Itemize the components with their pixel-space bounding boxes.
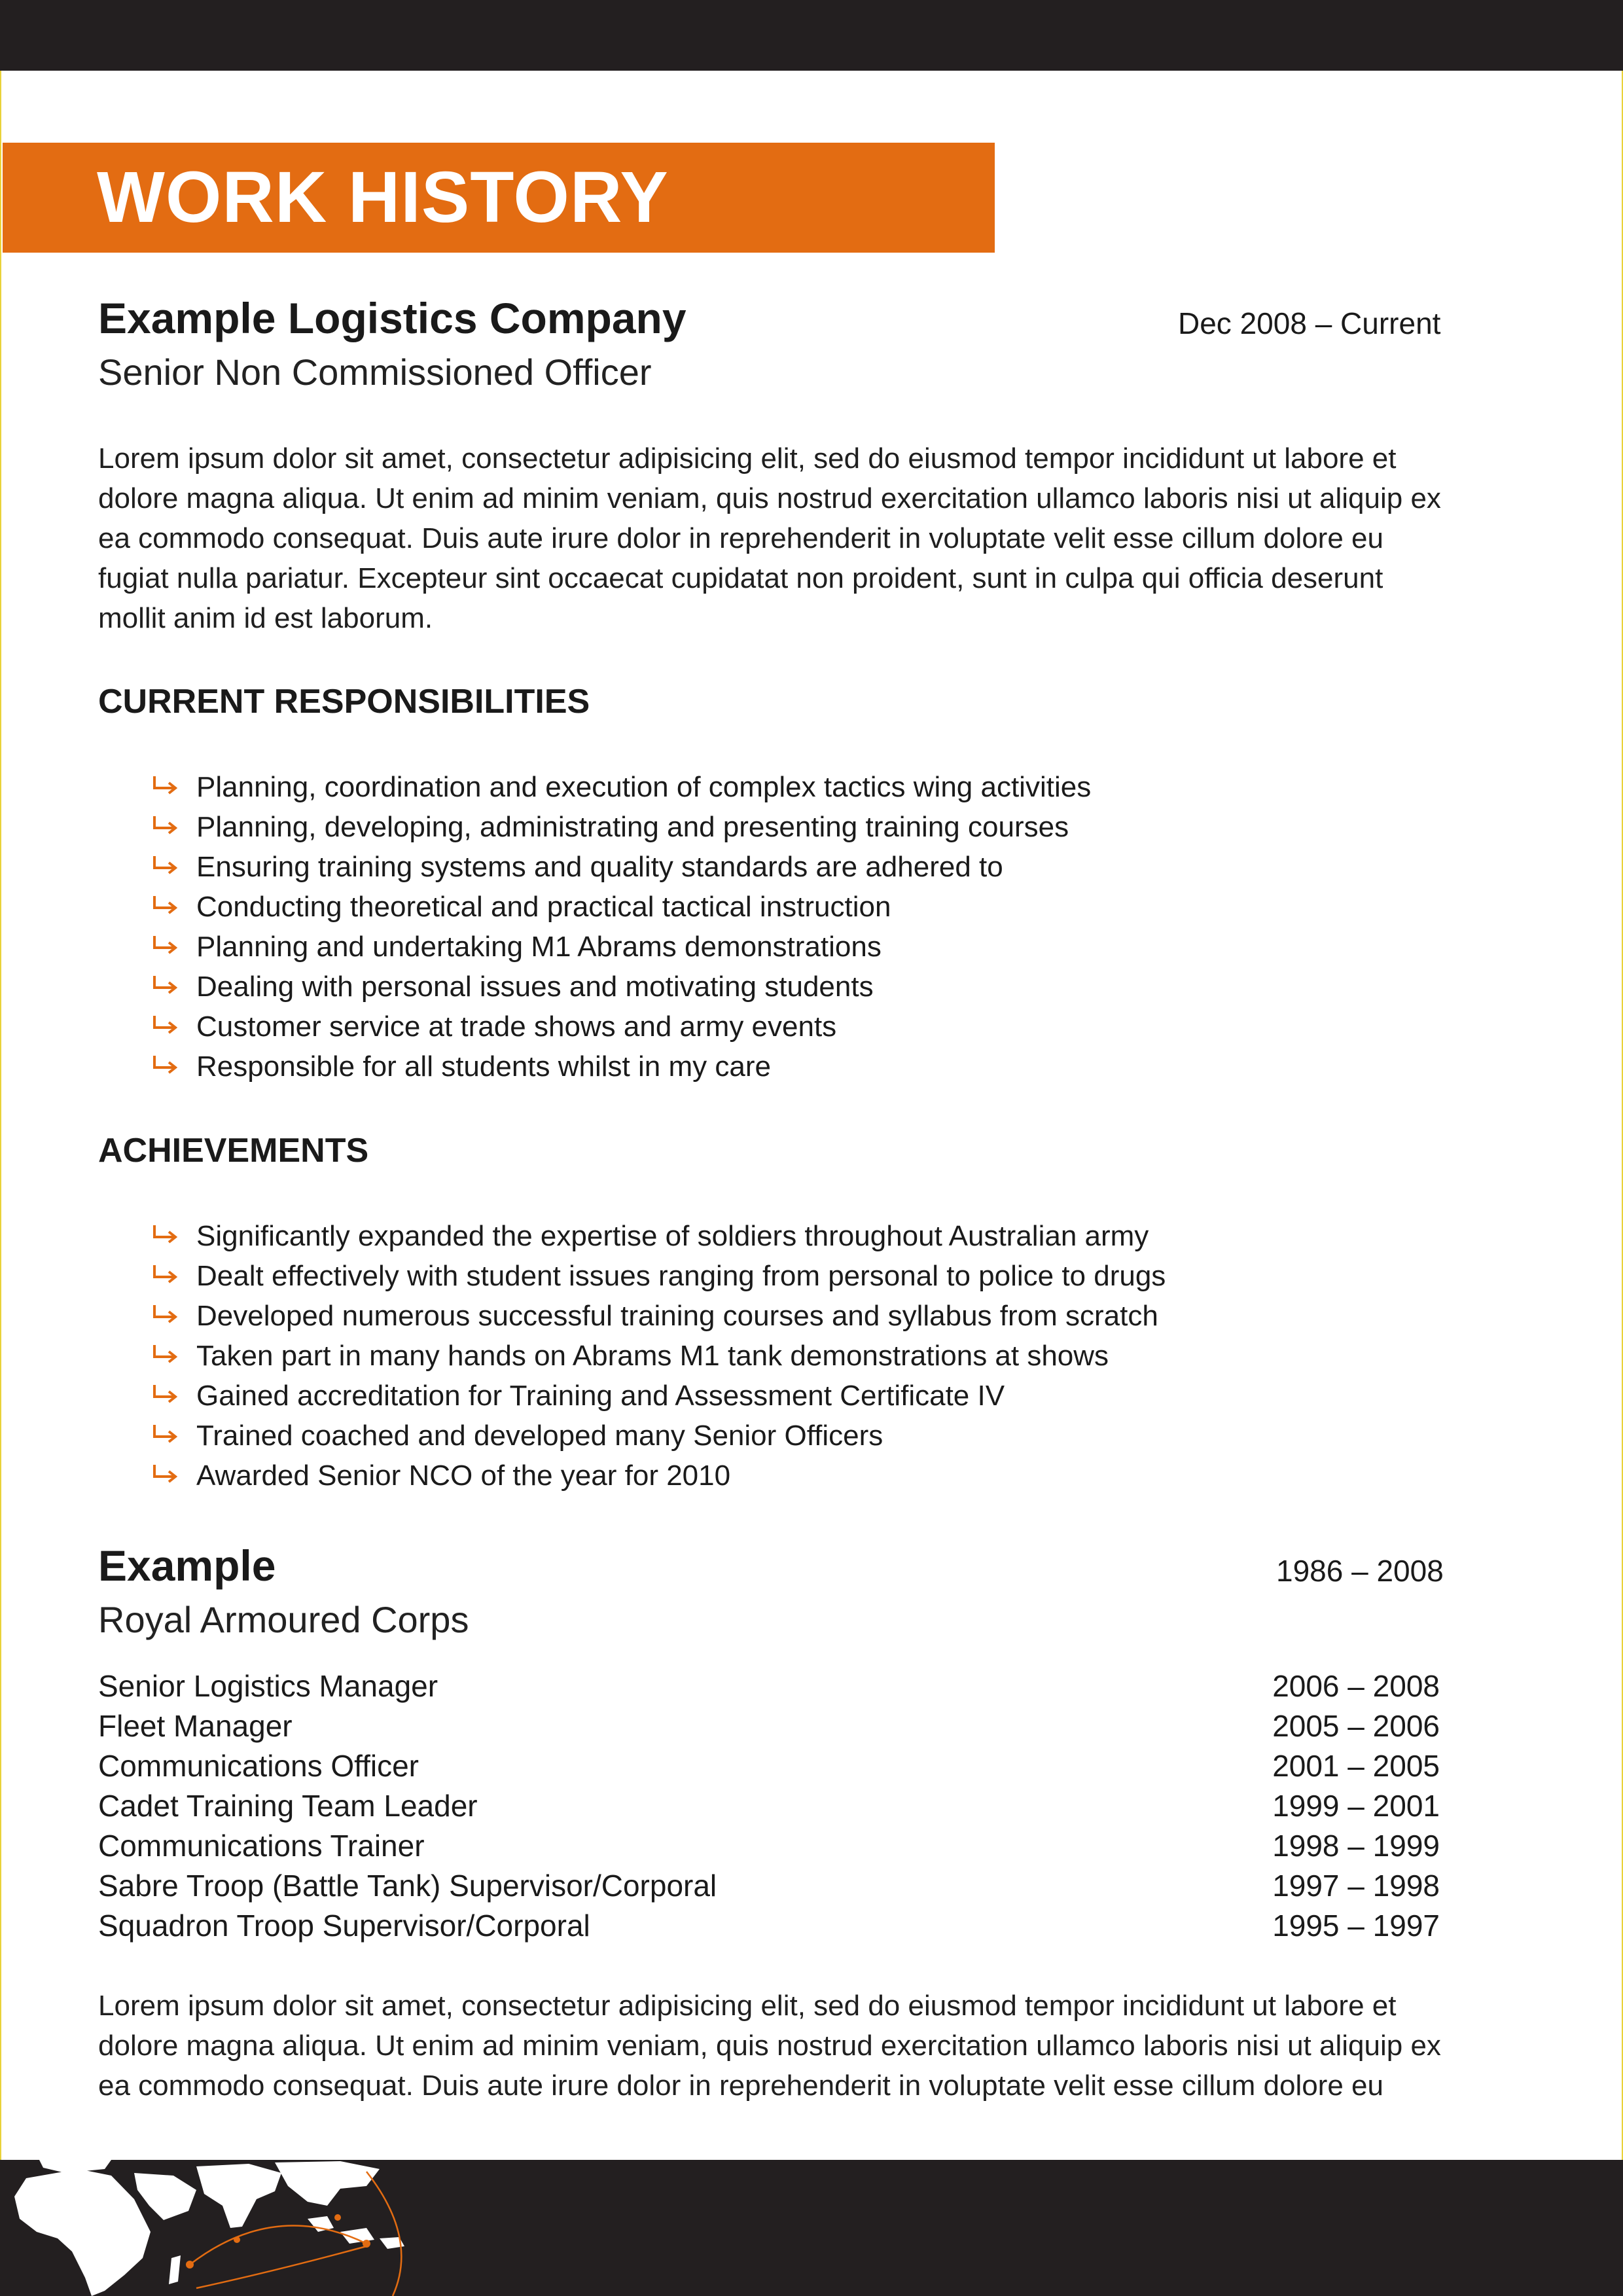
list-item-text: Gained accreditation for Training and Assessment Certificate IV: [196, 1380, 1005, 1412]
paragraph-line: Lorem ipsum dolor sit amet, consectetur adipisicing elit, sed do eiusmod tempor incididunt ut labore et: [98, 442, 1397, 475]
arrow-bullet-icon: [149, 814, 179, 837]
arrow-bullet-icon: [149, 1422, 179, 1446]
list-item: [149, 807, 1091, 847]
responsibilities-list: [149, 767, 1091, 1086]
list-item: [149, 1416, 1166, 1456]
list-item-text: Customer service at trade shows and army events: [196, 1011, 837, 1043]
list-item-text: Dealing with personal issues and motivating students: [196, 971, 874, 1003]
list-item-text: Significantly expanded the expertise of soldiers throughout Australian army: [196, 1220, 1149, 1252]
list-item-text: Conducting theoretical and practical tactical instruction: [196, 891, 891, 923]
position-dates: 1999 – 2001: [1272, 1789, 1440, 1823]
list-item: [149, 1296, 1166, 1336]
position-row: [98, 1866, 1440, 1906]
list-item-text: Planning, coordination and execution of complex tactics wing activities: [196, 771, 1092, 803]
list-item-text: Taken part in many hands on Abrams M1 tank demonstrations at shows: [196, 1340, 1109, 1372]
company-name: Example: [98, 1541, 276, 1590]
position-dates: 1998 – 1999: [1272, 1829, 1440, 1863]
arrow-bullet-icon: [149, 853, 179, 877]
position-row: [98, 1906, 1440, 1946]
position-row: [98, 1746, 1440, 1786]
job-title: Senior Non Commissioned Officer: [98, 351, 652, 393]
position-row: [98, 1666, 1440, 1706]
arrow-bullet-icon: [149, 933, 179, 957]
list-item: [149, 1256, 1166, 1296]
position-title: Fleet Manager: [98, 1709, 293, 1743]
position-dates: 2006 – 2008: [1272, 1669, 1440, 1703]
paragraph-line: ea commodo consequat. Duis aute irure dolor in reprehenderit in voluptate velit esse cillum dolore eu: [98, 522, 1383, 554]
paragraph-line: dolore magna aliqua. Ut enim ad minim veniam, quis nostrud exercitation ullamco laboris nisi ut aliquip ex: [98, 2030, 1441, 2062]
world-map-graphic: [0, 2160, 458, 2296]
list-item-text: Ensuring training systems and quality standards are adhered to: [196, 851, 1003, 883]
position-title: Communications Trainer: [98, 1829, 425, 1863]
position-title: Cadet Training Team Leader: [98, 1789, 478, 1823]
paragraph-line: fugiat nulla pariatur. Excepteur sint occaecat cupidatat non proident, sunt in culpa qui officia deserunt: [98, 562, 1383, 594]
list-item-text: Planning and undertaking M1 Abrams demonstrations: [196, 931, 882, 963]
position-title: Senior Logistics Manager: [98, 1669, 438, 1703]
achievements-list: [149, 1216, 1166, 1496]
arrow-bullet-icon: [149, 774, 179, 797]
arrow-bullet-icon: [149, 973, 179, 997]
arrow-bullet-icon: [149, 1382, 179, 1406]
list-item: [149, 887, 1091, 927]
paragraph-line: mollit anim id est laborum.: [98, 602, 433, 634]
position-row: [98, 1786, 1440, 1826]
position-dates: 2005 – 2006: [1272, 1709, 1440, 1743]
job-title: Royal Armoured Corps: [98, 1599, 469, 1640]
list-item: [149, 967, 1091, 1007]
list-item: [149, 767, 1091, 807]
arrow-bullet-icon: [149, 893, 179, 917]
list-item-text: Responsible for all students whilst in my care: [196, 1050, 771, 1083]
position-row: [98, 1706, 1440, 1746]
arrow-bullet-icon: [149, 1053, 179, 1077]
list-item-text: Awarded Senior NCO of the year for 2010: [196, 1460, 731, 1492]
list-item: [149, 1376, 1166, 1416]
arrow-bullet-icon: [149, 1013, 179, 1037]
position-row: [98, 1826, 1440, 1866]
position-title: Sabre Troop (Battle Tank) Supervisor/Corporal: [98, 1869, 717, 1903]
arrow-bullet-icon: [149, 1462, 179, 1486]
list-item: [149, 1216, 1166, 1256]
arrow-bullet-icon: [149, 1263, 179, 1286]
arrow-bullet-icon: [149, 1302, 179, 1326]
position-dates: 1997 – 1998: [1272, 1869, 1440, 1903]
employment-dates: 1986 – 2008: [1276, 1554, 1444, 1588]
job-description: [98, 1986, 1538, 2106]
paragraph-line: dolore magna aliqua. Ut enim ad minim veniam, quis nostrud exercitation ullamco laboris nisi ut aliquip ex: [98, 482, 1441, 514]
list-item: [149, 1047, 1091, 1086]
company-name: Example Logistics Company: [98, 294, 687, 342]
position-dates: 2001 – 2005: [1272, 1749, 1440, 1783]
list-item: [149, 927, 1091, 967]
list-item-text: Planning, developing, administrating and presenting training courses: [196, 811, 1069, 843]
employment-dates: Dec 2008 – Current: [1178, 306, 1441, 340]
footer-bar: [0, 2160, 1623, 2296]
position-title: Squadron Troop Supervisor/Corporal: [98, 1909, 590, 1943]
paragraph-line: ea commodo consequat. Duis aute irure dolor in reprehenderit in voluptate velit esse cillum dolore eu: [98, 2070, 1383, 2102]
list-item: [149, 847, 1091, 887]
position-title: Communications Officer: [98, 1749, 419, 1783]
achievements-heading: ACHIEVEMENTS: [98, 1132, 369, 1170]
responsibilities-heading: CURRENT RESPONSIBILITIES: [98, 683, 590, 721]
paragraph-line: Lorem ipsum dolor sit amet, consectetur adipisicing elit, sed do eiusmod tempor incididunt ut labore et: [98, 1990, 1397, 2022]
list-item-text: Dealt effectively with student issues ranging from personal to police to drugs: [196, 1260, 1166, 1292]
section-title: WORK HISTORY: [97, 157, 669, 238]
arrow-bullet-icon: [149, 1223, 179, 1246]
list-item: [149, 1336, 1166, 1376]
list-item-text: Trained coached and developed many Senior Officers: [196, 1420, 883, 1452]
list-item: [149, 1456, 1166, 1496]
job-description: [98, 439, 1538, 638]
list-item-text: Developed numerous successful training courses and syllabus from scratch: [196, 1300, 1158, 1332]
top-header-bar: [0, 0, 1623, 71]
position-dates: 1995 – 1997: [1272, 1909, 1440, 1943]
arrow-bullet-icon: [149, 1342, 179, 1366]
list-item: [149, 1007, 1091, 1047]
